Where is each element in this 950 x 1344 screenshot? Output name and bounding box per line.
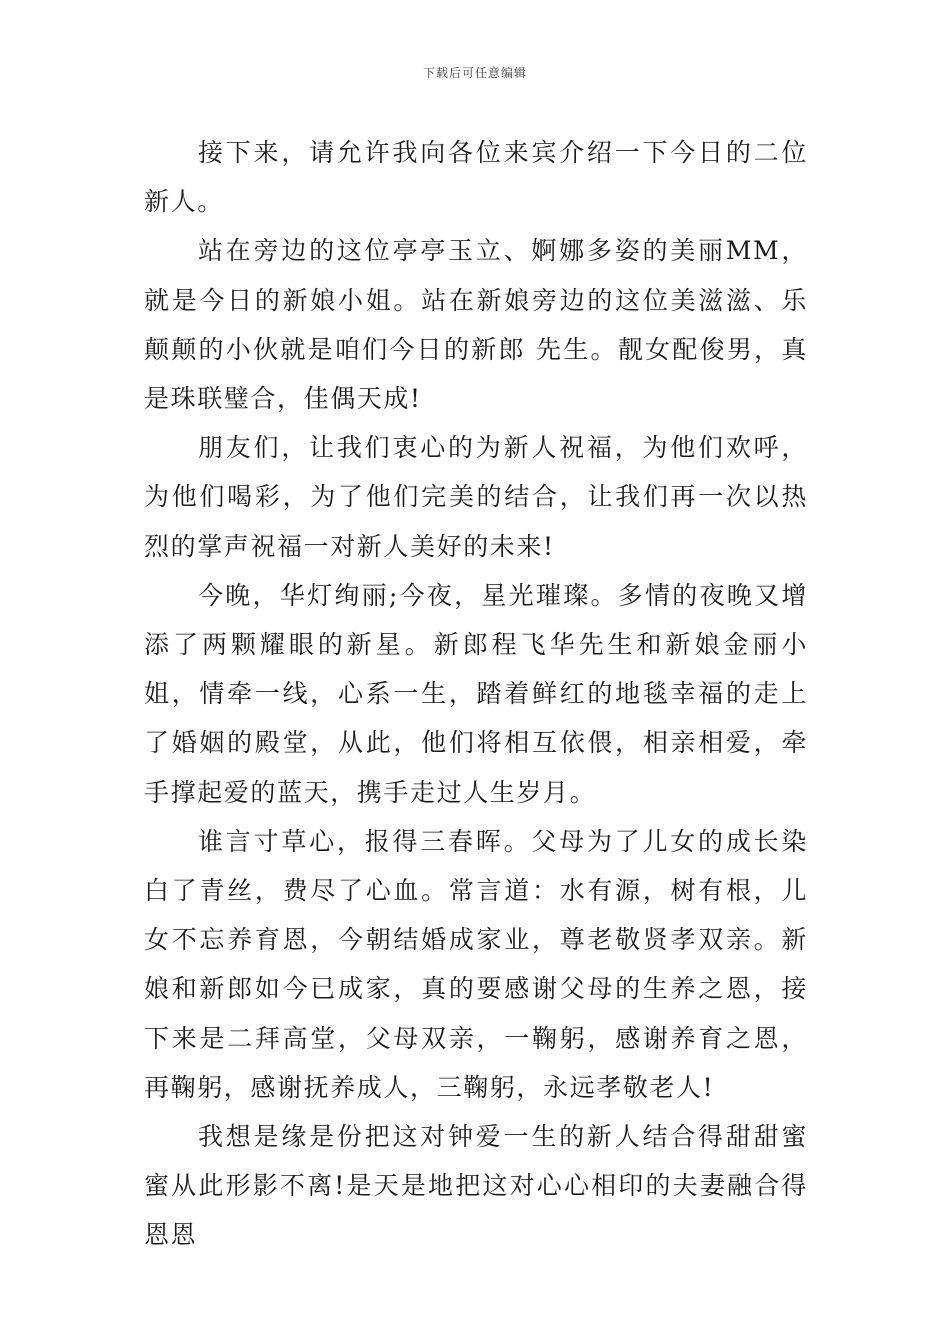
paragraph-4: 今晚，华灯绚丽;今夜，星光璀璨。多情的夜晚又增添了两颗耀眼的新星。新郎程飞华先生和新娘金丽小姐，情牵一线，心系一生，踏着鲜红的地毯幸福的走上了婚姻的殿堂，从此，他们将相互依偎，相亲相爱，牵手撑起爱的蓝天，携手走过人生岁月。: [144, 580, 808, 807]
document-body: [144, 128, 808, 1260]
page-header-note: 下载后可任意编辑: [422, 66, 527, 80]
paragraph-6: 我想是缘是份把这对钟爱一生的新人结合得甜甜蜜蜜从此形影不离!是天是地把这对心心相印的夫妻融合得恩恩: [144, 1122, 808, 1250]
paragraph-1: 接下来，请允许我向各位来宾介绍一下今日的二位新人。: [144, 138, 808, 217]
paragraph-5: 谁言寸草心，报得三春晖。父母为了儿女的成长染白了青丝，费尽了心血。常言道：水有源，树有根，儿女不忘养育恩，今朝结婚成家业，尊老敬贤孝双亲。新娘和新郎如今已成家，真的要感谢父母的生养之恩，接下来是二拜高堂，父母双亲，一鞠躬，感谢养育之恩，再鞠躬，感谢抚养成人，三鞠躬，永远孝敬老人!: [144, 826, 808, 1102]
paragraph-3: 朋友们，让我们衷心的为新人祝福，为他们欢呼，为他们喝彩，为了他们完美的结合，让我们再一次以热烈的掌声祝福一对新人美好的未来!: [144, 433, 808, 561]
paragraph-2: 站在旁边的这位亭亭玉立、婀娜多姿的美丽MM，就是今日的新娘小姐。站在新娘旁边的这位美滋滋、乐颠颠的小伙就是咱们今日的新郎 先生。靓女配俊男，真是珠联璧合，佳偶天成!: [144, 236, 808, 414]
